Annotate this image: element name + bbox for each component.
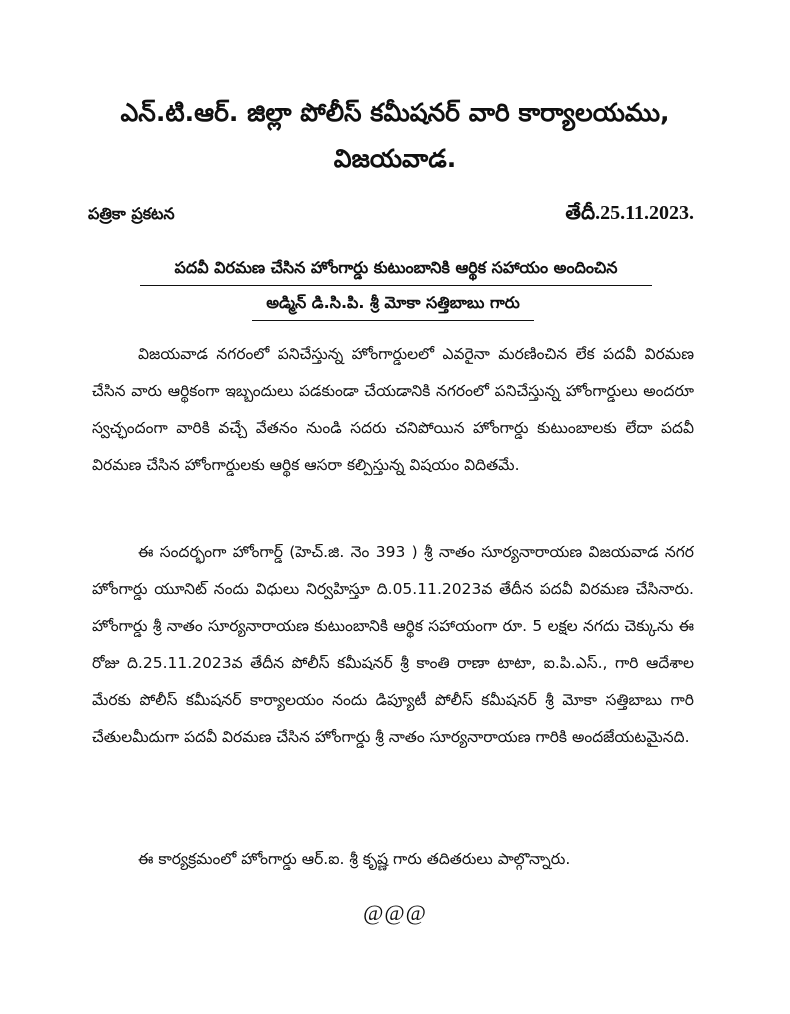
- subject-line-1: పదవీ విరమణ చేసిన హోంగార్డు కుటుంబానికి ఆర్థిక సహాయం అందించిన: [140, 258, 652, 286]
- body-paragraph-3: ఈ కార్యక్రమంలో హోంగార్డు ఆర్.ఐ. శ్రీ కృష్ణ గారు తదితరులు పాల్గొన్నారు.: [138, 850, 571, 868]
- release-date: తేదీ.25.11.2023.: [565, 202, 694, 224]
- press-release-label: పత్రికా ప్రకటన: [88, 204, 175, 223]
- subject-line-2: అడ్మిన్ డి.సి.పి. శ్రీ మోకా సత్తిబాబు గారు: [252, 293, 534, 321]
- closing-mark: @@@: [363, 900, 427, 925]
- meta-row: [88, 202, 694, 230]
- office-title: ఎన్.టి.ఆర్. జిల్లా పోలీస్ కమీషనర్ వారి కార్యాలయము,: [120, 98, 670, 127]
- body-paragraph-2: ఈ సందర్భంగా హోంగార్డ్ (హెచ్.జి. నెం 393 ) శ్రీ నాతం సూర్యనారాయణ విజయవాడ నగర హోంగార్డు యూనిట్ నందు విధులు నిర్వహిస్తూ ది.05.11.2023వ తేదీన పదవీ విరమణ చేసినారు. హోంగార్డు శ్రీ నాతం సూర్యనారాయణ కుటుంబానికి ఆర్థిక సహాయంగా రూ. 5 లక్షల నగదు చెక్కును ఈ రోజు ది.25.11.2023వ తేదీన పోలీస్ కమీషనర్ శ్రీ కాంతి రాణా టాటా, ఐ.పి.ఎస్., గారి ఆదేశాల మేరకు పోలీస్ కమీషనర్ కార్యాలయం నందు డిప్యూటీ పోలీస్ కమీషనర్ శ్రీ మోకా సత్తిబాబు గారి చేతులమీదుగా పదవీ విరమణ చేసిన హోంగార్డు శ్రీ నాతం సూర్యనారాయణ గారికి అందజేయటమైనది.: [92, 543, 694, 746]
- office-city: విజయవాడ.: [333, 144, 457, 173]
- body-paragraph-1: విజయవాడ నగరంలో పనిచేస్తున్న హోంగార్డులలో ఎవరైనా మరణించిన లేక పదవీ విరమణ చేసిన వారు ఆర్థికంగా ఇబ్బందులు పడకుండా చేయడానికి నగరంలో పనిచేస్తున్న హోంగార్డులు అందరూ స్వచ్ఛందంగా వారికి వచ్చే వేతనం నుండి సదరు చనిపోయిన హోంగార్డు కుటుంబాలకు లేదా పదవీ విరమణ చేసిన హోంగార్డులకు ఆర్థిక ఆసరా కల్పిస్తున్న విషయం విదితమే.: [92, 345, 694, 474]
